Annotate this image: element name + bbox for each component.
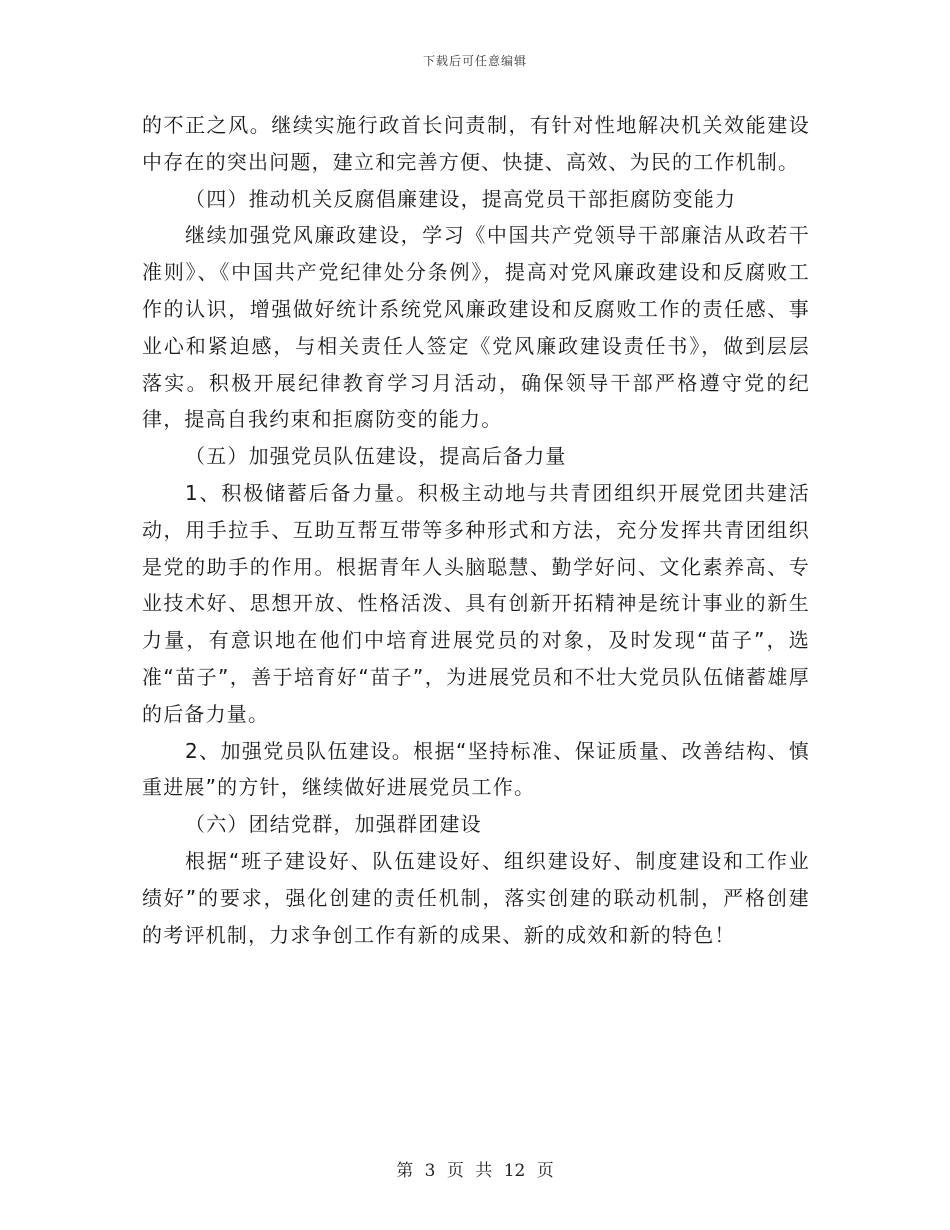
section-heading-5: （五）加强党员队伍建设，提高后备力量 (185, 444, 567, 469)
section-heading-4: （四）推动机关反腐倡廉建设，提高党员干部拒腐防变能力 (185, 186, 737, 211)
page-number: 第 3 页 共 12 页 (396, 1161, 554, 1181)
paragraph-3: 1、积极储蓄后备力量。积极主动地与共青团组织开展党团共建活动，用手拉手、互助互帮互带等多种形式和方法，充分发挥共青团组织是党的助手的作用。根据青年人头脑聪慧、勤学好问、文化素养高、专业技术好、思想开放、性格活泼、具有创新开拓精神是统计事业的新生力量，有意识地在他们中培育进展党员的对象，及时发现“苗子”，选准“苗子”，善于培育好“苗子”，为进展党员和不壮大党员队伍储蓄雄厚的后备力量。 (142, 480, 810, 726)
document-body (142, 107, 810, 953)
header-note: 下载后可任意编辑 (422, 54, 527, 68)
paragraph-4: 2、加强党员队伍建设。根据“坚持标准、保证质量、改善结构、慎重进展”的方针，继续做好进展党员工作。 (142, 738, 810, 800)
section-heading-6: （六）团结党群，加强群团建设 (185, 812, 482, 837)
paragraph-1: 的不正之风。继续实施行政首长问责制，有针对性地解决机关效能建设中存在的突出问题，建立和完善方便、快捷、高效、为民的工作机制。 (142, 113, 810, 174)
paragraph-2: 继续加强党风廉政建设，学习《中国共产党领导干部廉洁从政若干准则》、《中国共产党纪律处分条例》，提高对党风廉政建设和反腐败工作的认识，增强做好统计系统党风廉政建设和反腐败工作的责任感、事业心和紧迫感，与相关责任人签定《党风廉政建设责任书》，做到层层落实。积极开展纪律教育学习月活动，确保领导干部严格遵守党的纪律，提高自我约束和拒腐防变的能力。 (142, 223, 810, 432)
paragraph-5: 根据“班子建设好、队伍建设好、组织建设好、制度建设和工作业绩好”的要求，强化创建的责任机制，落实创建的联动机制，严格创建的考评机制，力求争创工作有新的成果、新的成效和新的特色！ (142, 848, 810, 947)
